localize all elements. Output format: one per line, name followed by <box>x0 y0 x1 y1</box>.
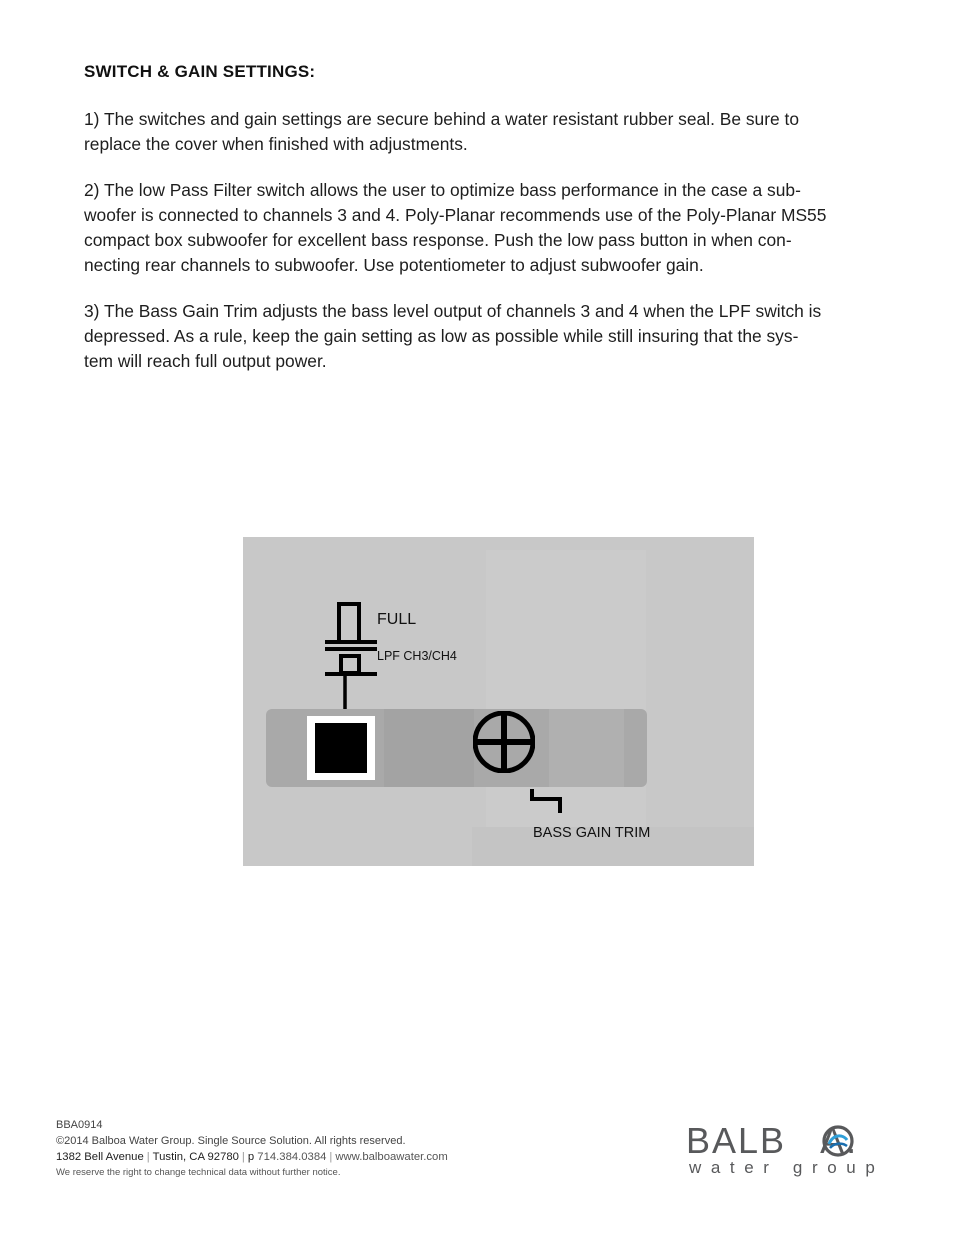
text-line: woofer is connected to channels 3 and 4. Poly-Planar recommends use of the Poly-Planar MS55 <box>84 205 827 225</box>
text-line: depressed. As a rule, keep the gain setting as low as possible while still insuring that the sys- <box>84 326 799 346</box>
text-line: compact box subwoofer for excellent bass response. Push the low pass button in when con- <box>84 230 792 250</box>
text-line: tem will reach full output power. <box>84 351 327 371</box>
logo-text-left: BALB <box>686 1120 787 1161</box>
text-line: 2) The low Pass Filter switch allows the user to optimize bass performance in the case a sub- <box>84 180 801 200</box>
copyright-text: ©2014 Balboa Water Group. Single Source Solution. All rights reserved. <box>56 1135 406 1147</box>
bracket-pointer-icon <box>528 787 568 819</box>
lpf-label: LPF CH3/CH4 <box>377 649 457 663</box>
phone-prefix: p <box>247 1151 255 1163</box>
website-link[interactable]: www.balboawater.com <box>335 1151 448 1163</box>
paragraph-bass-gain-trim <box>84 299 874 374</box>
paragraph-low-pass-filter <box>84 178 874 278</box>
panel-shade <box>384 709 474 787</box>
logo-tagline: water group <box>689 1158 885 1177</box>
city-address: Tustin, CA 92780 <box>152 1151 239 1163</box>
section-heading: SWITCH & GAIN SETTINGS: <box>84 62 316 81</box>
text-line: 1) The switches and gain settings are secure behind a water resistant rubber seal. Be sure to <box>84 109 800 129</box>
switch-position-icon <box>243 537 754 717</box>
contact-line <box>56 1149 448 1165</box>
lpf-button-face <box>315 723 367 773</box>
lpf-switch-button[interactable] <box>307 716 375 780</box>
paragraph-seal <box>84 107 874 157</box>
phone-number: 714.384.0384 <box>257 1151 327 1163</box>
separator: | <box>329 1151 333 1163</box>
page-footer <box>56 1117 448 1181</box>
bass-gain-potentiometer-icon[interactable] <box>473 711 535 773</box>
text-line: 3) The Bass Gain Trim adjusts the bass level output of channels 3 and 4 when the LPF switch is <box>84 301 822 321</box>
text-line: necting rear channels to subwoofer. Use potentiometer to adjust subwoofer gain. <box>84 255 704 275</box>
bass-gain-trim-label: BASS GAIN TRIM <box>533 825 651 841</box>
separator: | <box>146 1151 150 1163</box>
disclaimer-note: We reserve the right to change technical data without further notice. <box>56 1167 341 1178</box>
panel-shade <box>549 709 624 787</box>
control-panel <box>266 709 647 787</box>
balboa-logo <box>686 1120 901 1182</box>
logo-swirl-icon <box>821 1124 855 1158</box>
document-code: BBA0914 <box>56 1119 103 1131</box>
text-line: replace the cover when finished with adjustments. <box>84 134 468 154</box>
separator: | <box>241 1151 245 1163</box>
full-label: FULL <box>377 611 417 628</box>
switch-gain-diagram <box>243 537 754 866</box>
street-address: 1382 Bell Avenue <box>56 1151 144 1163</box>
logo-text-right: A. <box>820 1120 859 1161</box>
